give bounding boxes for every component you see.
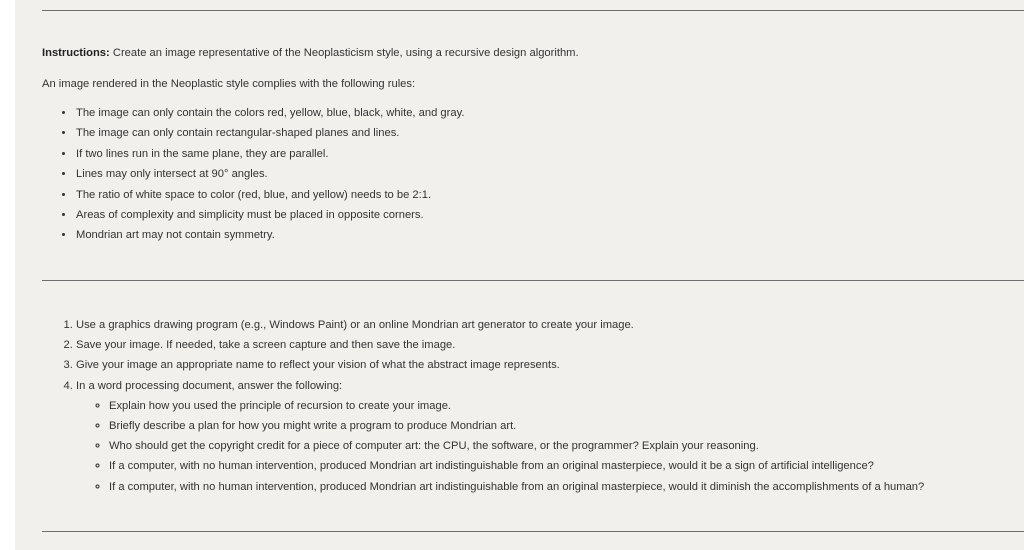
instructions-line [42, 47, 579, 59]
rules-list [56, 103, 464, 246]
rule-item: • If two lines run in the same plane, they are parallel. [75, 144, 464, 164]
question-item: ◦ Who should get the copyright credit for a piece of computer art: the CPU, the software, or the programmer? Explain your reasoning. [109, 436, 924, 456]
steps-list [42, 315, 924, 497]
middle-divider [42, 280, 1024, 281]
rule-item: • Lines may only intersect at 90° angles. [75, 164, 464, 184]
step-item [76, 335, 924, 355]
question-item: ◦ Explain how you used the principle of recursion to create your image. [109, 396, 924, 416]
instructions-label: Instructions: [42, 47, 110, 59]
question-item: ◦ If a computer, with no human intervention, produced Mondrian art indistinguishable from an original masterpiece, would it diminish the accomplishments of a human? [109, 477, 924, 497]
rule-item: • Areas of complexity and simplicity must be placed in opposite corners. [75, 205, 464, 225]
rule-item: • The ratio of white space to color (red, blue, and yellow) needs to be 2:1. [75, 185, 464, 205]
questions-list [76, 396, 924, 497]
step-item [76, 355, 924, 375]
step-text: Use a graphics drawing program (e.g., Windows Paint) or an online Mondrian art generator to create your image. [76, 319, 634, 331]
rule-item: • Mondrian art may not contain symmetry. [75, 225, 464, 245]
question-item: ◦ Briefly describe a plan for how you might write a program to produce Mondrian art. [109, 416, 924, 436]
step-item [76, 315, 924, 335]
step-text: Save your image. If needed, take a screen capture and then save the image. [76, 339, 456, 352]
top-divider [42, 10, 1024, 11]
question-item: ◦ If a computer, with no human intervention, produced Mondrian art indistinguishable from an original masterpiece, would it be a sign of artificial intelligence? [109, 456, 924, 476]
step-item [76, 376, 924, 497]
step-text: Give your image an appropriate name to reflect your vision of what the abstract image represents. [76, 359, 560, 372]
rule-item: • The image can only contain rectangular-shaped planes and lines. [75, 123, 464, 143]
rule-item: • The image can only contain the colors red, yellow, blue, black, white, and gray. [75, 103, 464, 123]
step-text: In a word processing document, answer the following: [76, 379, 343, 392]
instructions-text: Create an image representative of the Neoplasticism style, using a recursive design algorithm. [109, 47, 579, 59]
bottom-divider [42, 531, 1024, 532]
rules-intro: An image rendered in the Neoplastic style complies with the following rules: [42, 78, 416, 90]
